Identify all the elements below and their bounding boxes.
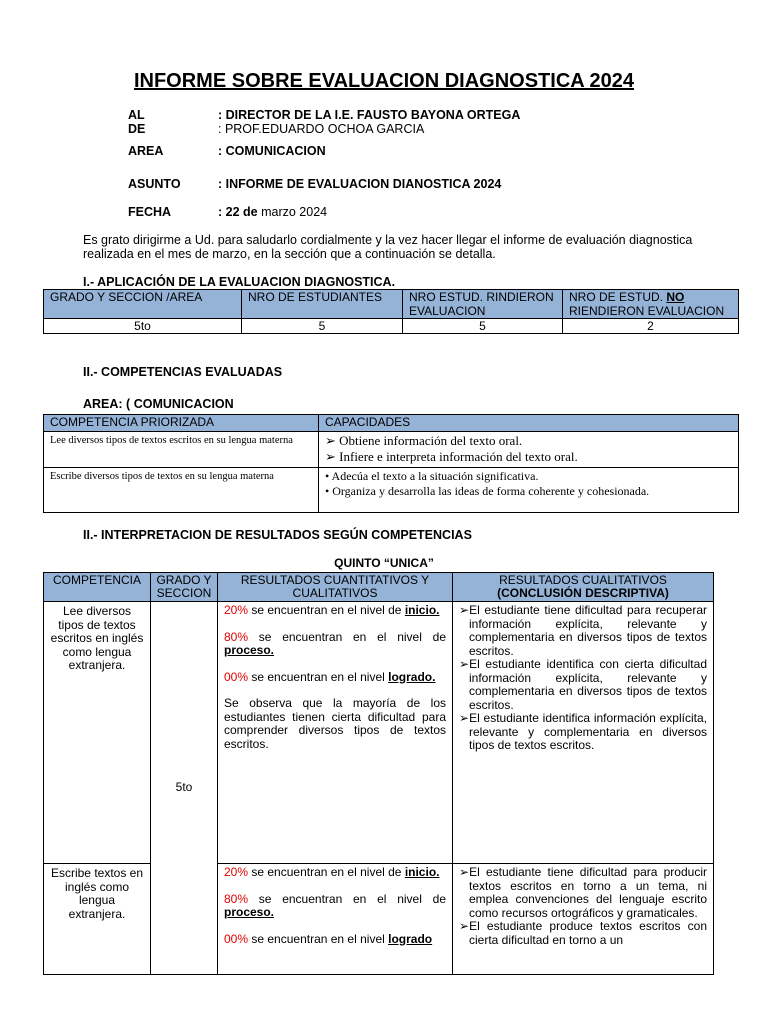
result-cualitativo-2: [453, 864, 714, 975]
document-page: INFORME SOBRE EVALUACION DIAGNOSTICA 2024 AL : DIRECTOR DE LA I.E. FAUSTO BAYONA ORTEGA DE : PROF.EDUARDO OCHOA GARCIA AREA : COMUNICACION ASUNTO : INFORME DE EVALUACION DIANOSTICA 2024 FECHA : 22 de marzo 2024 Es grato dirigirme a Ud. para saludarlo cordialmente y la vez hacer llegar el informe de evaluación diagnostica realizada en el mes de marzo, en la sección que a continuación se detalla. I.- APLICACIÓN DE LA EVALUACION DIAGNOSTICA. GRADO Y SECCION /AREA NRO DE ESTUDIANTES NRO ESTUD. RINDIERON EVALUACION NRO DE ESTUD. NO RIENDIERON EVALUACION 5to 5 5 2 II.- COMPETENCIAS EVALUADAS AREA: ( COMUNICACION COMPETENCIA PRIORIZADA CAPACIDADES Lee diversos tipos de textos escritos en su lengua materna ➢ Obtiene información del texto oral. ➢ Infiere e interpreta información del texto oral. Escribe diversos tipos de textos en su lengua materna • Adecúa el texto a la situación significativa. • Organiza y desarrolla las ideas de forma coherente y cohesionada. II.- INTERPRETACION DE RESULTADOS SEGÚN COMPETENCIAS QUINTO “UNICA” COMPETENCIA GRADO Y SECCION RESULTADOS CUANTITATIVOS Y CUALITATIVOS RESULTADOS CUALITATIVOS (CONCLUSIÓN DESCRIPTIVA) Lee diversos tipos de textos escritos en inglés como lengua extranjera. 5to 20% se encuentran en el nivel de inicio. 80% se encuentran en el nivel de proceso. 00% se encuentran en el nivel logrado. Se observa que la mayoría de los estudiantes tienen cierta dificultad para comprender diversos tipos de textos escritos. ➢El estudiante tiene dificultad para recuperar información explícita, relevante y complementaria en diversos tipos de textos escritos. ➢El estudiante identifica con cierta dificultad información explícita, relevante y complementaria en diversos tipos de textos escritos. ➢El estudiante identifica información explícita, relevante y complementaria en diversos tipos de textos escritos. Escribe textos en inglés como lengua extranjera. 20% se encuentran en el nivel de inicio. 80% se encuentran en el nivel de proceso. 00% se encuentran en el nivel logrado ➢El estudiante tiene dificultad para producir textos escritos en torno a un tema, ni emplea convenciones del lenguaje escrito como recursos ortográficos y gramaticales. ➢El estudiante produce textos escritos con cierta dificultad en torno a un: [0, 0, 768, 1024]
section2-title: II.- COMPETENCIAS EVALUADAS: [83, 365, 283, 379]
col-competencia: COMPETENCIA PRIORIZADA: [44, 415, 319, 432]
competencia-row-2: Escribe diversos tipos de textos en su lengua materna: [44, 468, 319, 513]
list-item: ➢El estudiante identifica con cierta dificultad información explícita, relevante y complementaria en diversos tipos de textos escritos.: [459, 657, 707, 712]
capacidades-row-1: [319, 432, 739, 468]
section3-subtitle: QUINTO “UNICA”: [334, 556, 434, 570]
col-grado: GRADO Y SECCION /AREA: [44, 290, 242, 319]
list-item: ➢El estudiante produce textos escritos con cierta dificultad en torno a un: [459, 919, 707, 947]
result-cuantitativo-2: 20% se encuentran en el nivel de inicio. 80% se encuentran en el nivel de proceso. 00% se encuentran en el nivel logrado: [218, 864, 453, 975]
intro-paragraph: Es grato dirigirme a Ud. para saludarlo cordialmente y la vez hacer llegar el informe de evaluación diagnostica realizada en el mes de marzo, en la sección que a continuación se detalla.: [83, 233, 693, 261]
result-cuantitativo-1: 20% se encuentran en el nivel de inicio. 80% se encuentran en el nivel de proceso. 00% se encuentran en el nivel logrado. Se observa que la mayoría de los estudiantes tienen cierta dificultad para comprender diversos tipos de textos escritos.: [218, 602, 453, 864]
list-item: ➢ Infiere e interpreta información del texto oral.: [325, 449, 578, 464]
section2-area: AREA: ( COMUNICACION: [83, 397, 234, 411]
col-capacidades: CAPACIDADES: [319, 415, 739, 432]
competencia-row-1: Lee diversos tipos de textos escritos en su lengua materna: [44, 432, 319, 468]
col-nro-estudiantes: NRO DE ESTUDIANTES: [242, 290, 403, 319]
result-grado: 5to: [151, 602, 218, 975]
list-item: • Organiza y desarrolla las ideas de forma coherente y cohesionada.: [325, 484, 650, 498]
result-cualitativo-1: [453, 602, 714, 864]
col-no-rindieron: NRO DE ESTUD. NO RIENDIERON EVALUACION: [563, 290, 739, 319]
section3-title: II.- INTERPRETACION DE RESULTADOS SEGÚN COMPETENCIAS: [83, 528, 472, 542]
col-grado-seccion: GRADO Y SECCION: [151, 573, 218, 602]
capacidades-row-2: [319, 468, 739, 513]
result-competencia-1: Lee diversos tipos de textos escritos en inglés como lengua extranjera.: [44, 602, 151, 864]
section1-title: I.- APLICACIÓN DE LA EVALUACION DIAGNOSTICA.: [83, 275, 396, 289]
cell-grado: 5to: [44, 319, 242, 334]
result-competencia-2: Escribe textos en inglés como lengua extranjera.: [44, 864, 151, 975]
report-title: INFORME SOBRE EVALUACION DIAGNOSTICA 2024: [133, 70, 635, 92]
list-item: • Adecúa el texto a la situación significativa.: [325, 469, 539, 483]
col-rindieron: NRO ESTUD. RINDIERON EVALUACION: [403, 290, 563, 319]
competencies-table: [43, 414, 739, 513]
cell-no-rindieron: 2: [563, 319, 739, 334]
list-item: ➢El estudiante identifica información explícita, relevante y complementaria en diversos tipos de textos escritos.: [459, 711, 707, 752]
col-cuantitativos: RESULTADOS CUANTITATIVOS Y CUALITATIVOS: [218, 573, 453, 602]
cell-nro-estudiantes: 5: [242, 319, 403, 334]
list-item: ➢El estudiante tiene dificultad para producir textos escritos en torno a un tema, ni emplea convenciones del lenguaje escrito como recursos ortográficos y gramaticales.: [459, 865, 707, 920]
application-table: [43, 289, 739, 334]
list-item: ➢ Obtiene información del texto oral.: [325, 433, 523, 448]
results-table: [43, 572, 714, 975]
cell-rindieron: 5: [403, 319, 563, 334]
col-cualitativos: RESULTADOS CUALITATIVOS (CONCLUSIÓN DESCRIPTIVA): [453, 573, 714, 602]
col-competencia: COMPETENCIA: [44, 573, 151, 602]
list-item: ➢El estudiante tiene dificultad para recuperar información explícita, relevante y complementaria en diversos tipos de textos escritos.: [459, 603, 707, 658]
